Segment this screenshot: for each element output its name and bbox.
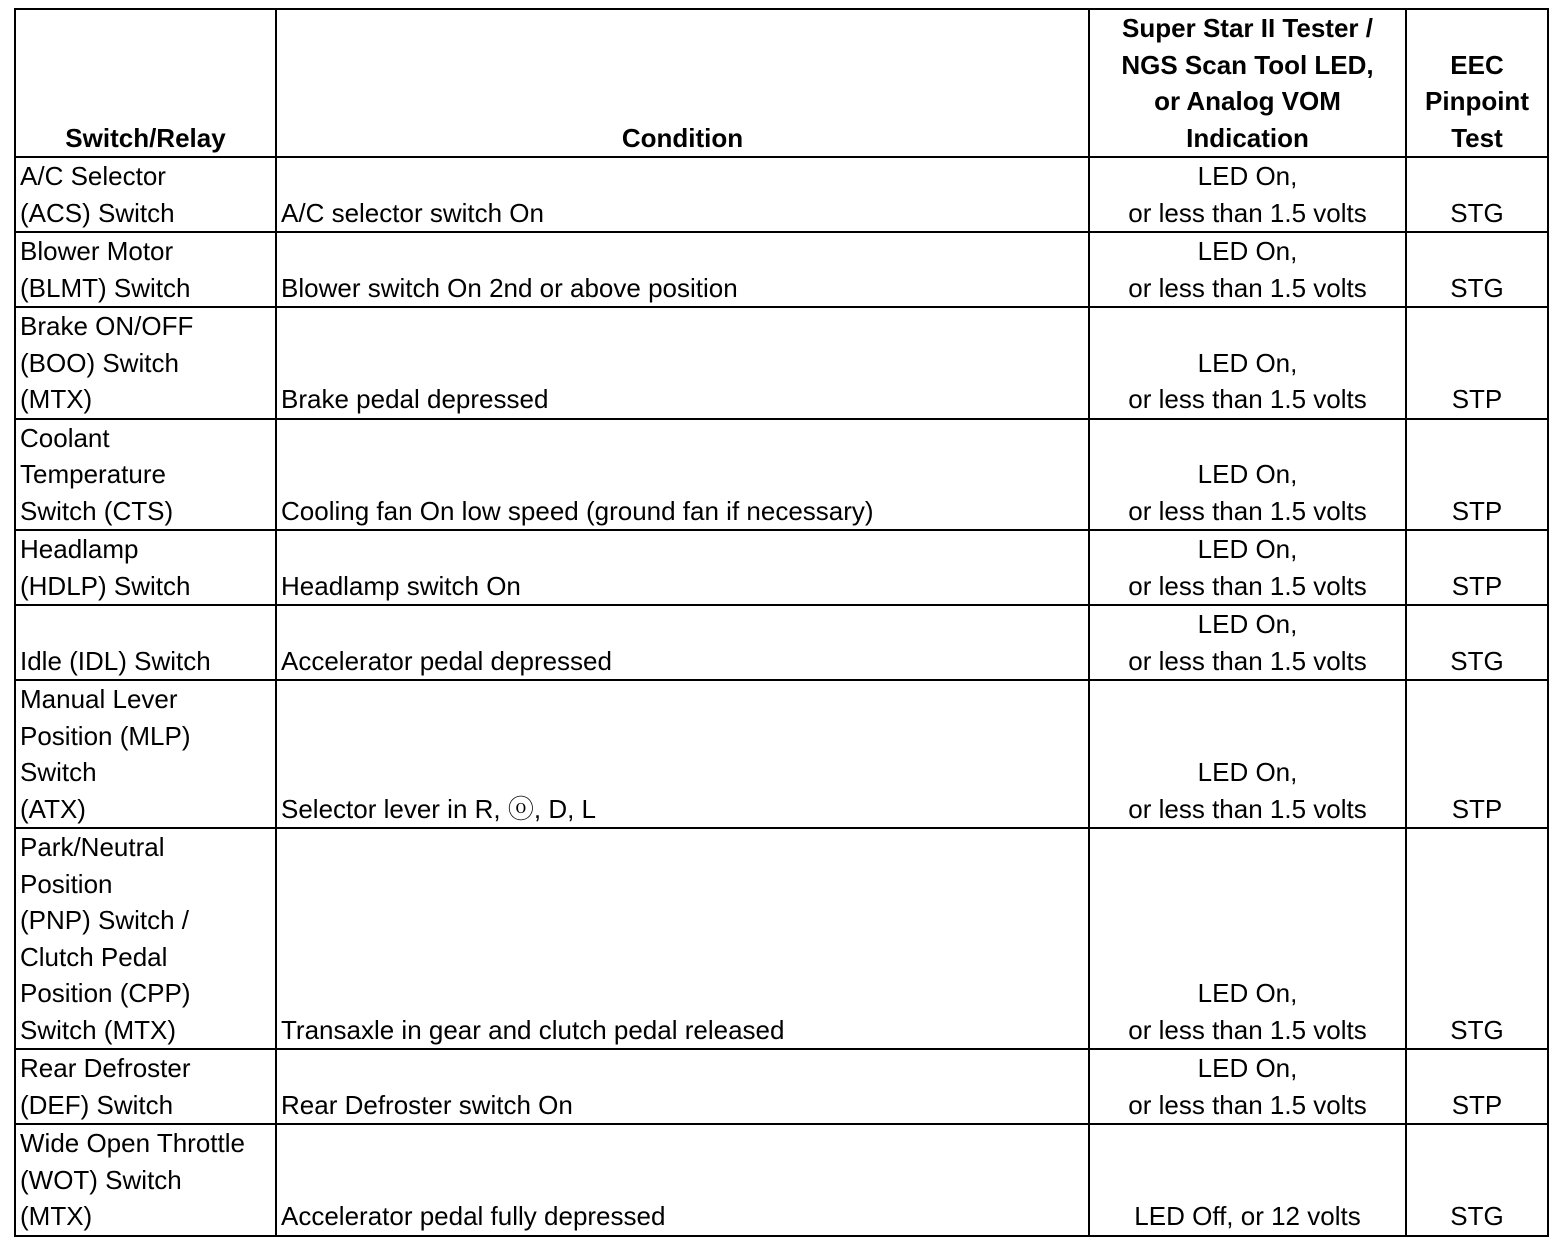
table-row	[15, 1049, 1548, 1124]
switch-name-line: Headlamp	[20, 534, 139, 564]
indication-line: LED On,	[1197, 236, 1298, 266]
cell-switch-relay	[15, 530, 276, 605]
header-switch-relay: Switch/Relay	[15, 9, 276, 157]
cell-pinpoint-test: STG	[1406, 605, 1548, 680]
indication-line: or less than 1.5 volts	[1128, 197, 1367, 228]
cell-pinpoint-test: STG	[1406, 157, 1548, 232]
switch-name-line: Blower Motor	[20, 236, 174, 266]
switch-name-line: (PNP) Switch /	[20, 905, 190, 935]
cell-indication	[1089, 419, 1406, 531]
indication-line: LED Off, or 12 volts	[1134, 1201, 1361, 1231]
switch-relay-test-table	[14, 8, 1549, 1237]
switch-name-line: Manual Lever	[20, 684, 178, 714]
cell-condition: Rear Defroster switch On	[276, 1049, 1089, 1124]
indication-line: LED On,	[1197, 757, 1298, 787]
switch-name-line: Switch	[20, 757, 97, 787]
table-row	[15, 232, 1548, 307]
cell-indication	[1089, 828, 1406, 1049]
cell-indication	[1089, 605, 1406, 680]
header-row	[15, 9, 1548, 157]
cell-condition: A/C selector switch On	[276, 157, 1089, 232]
table-row	[15, 530, 1548, 605]
switch-name-line: (BOO) Switch	[20, 347, 179, 378]
cell-condition: Blower switch On 2nd or above position	[276, 232, 1089, 307]
indication-line: or less than 1.5 volts	[1128, 495, 1367, 526]
switch-name-line: Idle (IDL) Switch	[20, 645, 211, 676]
switch-name-line: Position (MLP)	[20, 720, 191, 751]
cell-indication	[1089, 1124, 1406, 1236]
indication-line: LED On,	[1197, 161, 1298, 191]
cell-indication	[1089, 1049, 1406, 1124]
cell-pinpoint-test: STG	[1406, 1124, 1548, 1236]
indication-line: or less than 1.5 volts	[1128, 570, 1367, 601]
cell-switch-relay	[15, 680, 276, 828]
table-row	[15, 157, 1548, 232]
switch-name-line: A/C Selector	[20, 161, 166, 191]
indication-line: LED On,	[1197, 978, 1298, 1008]
cell-pinpoint-test: STP	[1406, 680, 1548, 828]
switch-name-line: (ATX)	[20, 793, 86, 824]
indication-line: or less than 1.5 volts	[1128, 1014, 1367, 1045]
indication-line: or less than 1.5 volts	[1128, 1089, 1367, 1120]
cell-condition: Cooling fan On low speed (ground fan if necessary)	[276, 419, 1089, 531]
indication-line: LED On,	[1197, 1053, 1298, 1083]
switch-name-line: Rear Defroster	[20, 1053, 191, 1083]
table-row	[15, 680, 1548, 828]
indication-line: or less than 1.5 volts	[1128, 645, 1367, 676]
switch-name-line: Wide Open Throttle	[20, 1128, 245, 1158]
cell-switch-relay	[15, 419, 276, 531]
cell-condition: Brake pedal depressed	[276, 307, 1089, 419]
cell-condition: Transaxle in gear and clutch pedal released	[276, 828, 1089, 1049]
switch-name-line: Park/Neutral	[20, 832, 165, 862]
cell-switch-relay	[15, 307, 276, 419]
switch-name-line: (BLMT) Switch	[20, 272, 191, 303]
switch-name-line: Switch (CTS)	[20, 495, 174, 526]
cell-indication	[1089, 530, 1406, 605]
indication-line: or less than 1.5 volts	[1128, 384, 1367, 414]
table-row	[15, 307, 1548, 419]
switch-name-line: (WOT) Switch	[20, 1164, 182, 1195]
switch-name-line: (ACS) Switch	[20, 197, 175, 228]
cell-pinpoint-test: STP	[1406, 419, 1548, 531]
cell-switch-relay	[15, 1124, 276, 1236]
table-row	[15, 1124, 1548, 1236]
cell-condition: Headlamp switch On	[276, 530, 1089, 605]
switch-name-line: (HDLP) Switch	[20, 570, 191, 601]
cell-condition: Selector lever in R, ⓞ, D, L	[276, 680, 1089, 828]
cell-switch-relay	[15, 157, 276, 232]
indication-line: or less than 1.5 volts	[1128, 793, 1367, 824]
switch-name-line: (MTX)	[20, 1201, 93, 1231]
switch-name-line: (MTX)	[20, 384, 93, 414]
cell-switch-relay	[15, 605, 276, 680]
cell-switch-relay	[15, 828, 276, 1049]
cell-switch-relay	[15, 1049, 276, 1124]
header-indication: Super Star II Tester / NGS Scan Tool LED, or Analog VOM Indication	[1089, 9, 1406, 157]
switch-name-line: Brake ON/OFF	[20, 311, 194, 341]
table-row	[15, 419, 1548, 531]
switch-name-line: Coolant	[20, 422, 110, 453]
switch-name-line: Position	[20, 868, 113, 899]
table-row	[15, 828, 1548, 1049]
switch-name-line: Position (CPP)	[20, 978, 191, 1008]
cell-indication	[1089, 157, 1406, 232]
table-row	[15, 605, 1548, 680]
header-eec-pinpoint-test: EEC Pinpoint Test	[1406, 9, 1548, 157]
indication-line: LED On,	[1197, 347, 1298, 378]
indication-line: or less than 1.5 volts	[1128, 272, 1367, 303]
cell-pinpoint-test: STP	[1406, 1049, 1548, 1124]
header-condition: Condition	[276, 9, 1089, 157]
cell-indication	[1089, 307, 1406, 419]
switch-name-line: Clutch Pedal	[20, 941, 168, 972]
indication-line: LED On,	[1197, 534, 1298, 564]
cell-indication	[1089, 680, 1406, 828]
cell-pinpoint-test: STP	[1406, 530, 1548, 605]
switch-name-line: Switch (MTX)	[20, 1014, 176, 1045]
indication-line: LED On,	[1197, 459, 1298, 489]
cell-indication	[1089, 232, 1406, 307]
indication-line: LED On,	[1197, 609, 1298, 639]
cell-pinpoint-test: STP	[1406, 307, 1548, 419]
cell-pinpoint-test: STG	[1406, 828, 1548, 1049]
cell-condition: Accelerator pedal depressed	[276, 605, 1089, 680]
switch-name-line: Temperature	[20, 459, 166, 489]
cell-switch-relay	[15, 232, 276, 307]
cell-pinpoint-test: STG	[1406, 232, 1548, 307]
switch-name-line: (DEF) Switch	[20, 1089, 174, 1120]
cell-condition: Accelerator pedal fully depressed	[276, 1124, 1089, 1236]
